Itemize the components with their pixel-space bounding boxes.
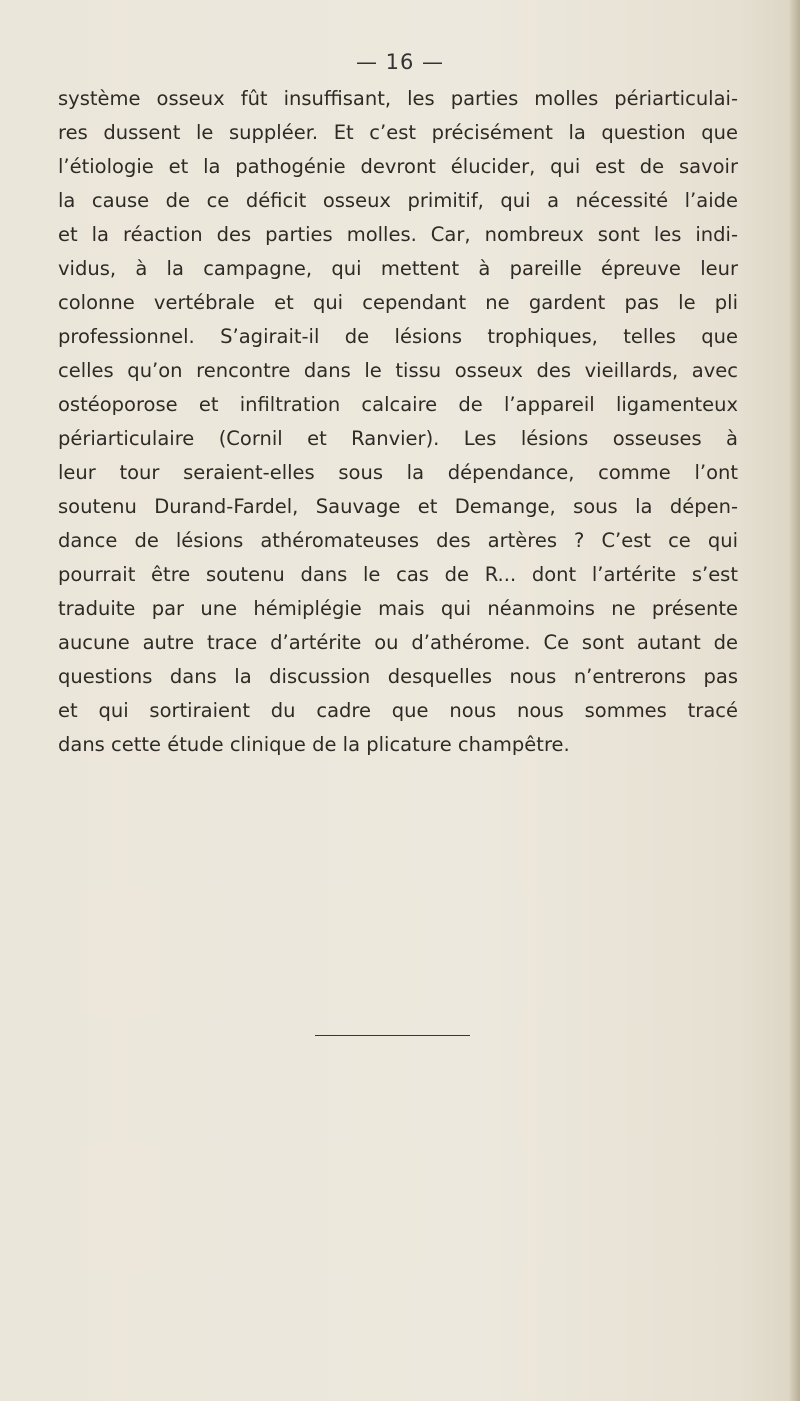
text-line: l’étiologie et la pathogénie devront élucider, qui est de savoir [58, 155, 738, 178]
text-line: colonne vertébrale et qui cependant ne gardent pas le pli [58, 291, 738, 314]
text-line: la cause de ce déficit osseux primitif, qui a nécessité l’aide [58, 189, 738, 212]
text-line: traduite par une hémiplégie mais qui néanmoins ne présente [58, 597, 738, 620]
text-line: vidus, à la campagne, qui mettent à pareille épreuve leur [58, 257, 738, 280]
text-line: pourrait être soutenu dans le cas de R... dont l’artérite s’est [58, 563, 738, 586]
section-separator [315, 1035, 470, 1036]
text-line: leur tour seraient-elles sous la dépendance, comme l’ont [58, 461, 738, 484]
page-edge [790, 0, 800, 1401]
text-line: périarticulaire (Cornil et Ranvier). Les lésions osseuses à [58, 427, 738, 450]
body-paragraph [58, 82, 738, 762]
text-line: dans cette étude clinique de la plicature champêtre. [58, 733, 570, 756]
text-line: aucune autre trace d’artérite ou d’athérome. Ce sont autant de [58, 631, 738, 654]
text-line: et qui sortiraient du cadre que nous nous sommes tracé [58, 699, 738, 722]
text-line: res dussent le suppléer. Et c’est précisément la question que [58, 121, 738, 144]
text-line: celles qu’on rencontre dans le tissu osseux des vieillards, avec [58, 359, 738, 382]
text-line: et la réaction des parties molles. Car, nombreux sont les indi- [58, 223, 738, 246]
page-number: — 16 — [355, 50, 445, 74]
text-line: dance de lésions athéromateuses des artères ? C’est ce qui [58, 529, 738, 552]
text-line: ostéoporose et infiltration calcaire de l’appareil ligamenteux [58, 393, 738, 416]
text-line: système osseux fût insuffisant, les parties molles périarticulai- [58, 87, 738, 110]
text-line: questions dans la discussion desquelles nous n’entrerons pas [58, 665, 738, 688]
text-line: soutenu Durand-Fardel, Sauvage et Demange, sous la dépen- [58, 495, 738, 518]
text-line: professionnel. S’agirait-il de lésions trophiques, telles que [58, 325, 738, 348]
